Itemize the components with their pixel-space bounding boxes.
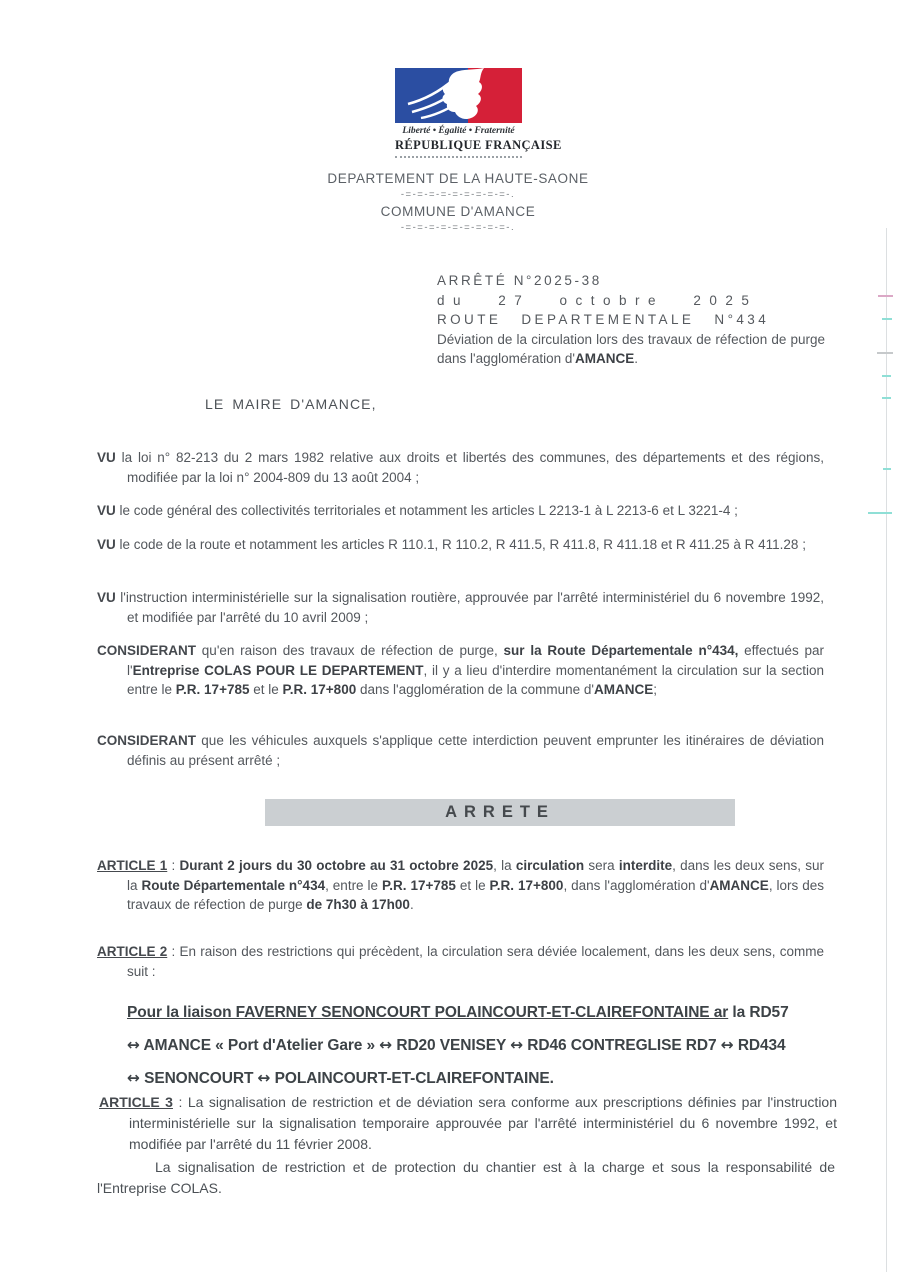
article-2-paragraph: ARTICLE 2 : En raison des restrictions qui précèdent, la circulation sera déviée localement, dans les deux sens, comme suit : [97, 944, 824, 979]
considerant-paragraph: CONSIDERANT que les véhicules auxquels s'applique cette interdiction peuvent emprunter les itinéraires de déviation définis au présent arrêté ; [97, 733, 824, 768]
deviation-route-line: ↔ AMANCE « Port d'Atelier Gare » ↔ RD20 VENISEY ↔ RD46 CONTREGLISE RD7 ↔ RD434 [127, 1036, 786, 1054]
logo-motto: Liberté • Égalité • Fraternité [402, 126, 515, 136]
mayor-line: LE MAIRE D'AMANCE, [205, 396, 377, 412]
vu-paragraph: VU la loi n° 82-213 du 2 mars 1982 relative aux droits et libertés des communes, des départements et des régions, modifiée par la loi n° 2004-809 du 13 août 2004 ; [97, 450, 824, 485]
marianne-flag-icon [395, 68, 522, 123]
commune-title: COMMUNE D'AMANCE [380, 204, 536, 219]
republique-francaise-logo [395, 68, 562, 158]
document-header [58, 171, 858, 234]
double-arrow-icon: ↔ [127, 1069, 140, 1087]
separator-line: -=-=-=-=-=-=-=-=-=-. [400, 189, 516, 200]
double-arrow-icon: ↔ [720, 1036, 734, 1054]
vu-paragraph: VU le code général des collectivités territoriales et notamment les articles L 2213-1 à L 2213-6 et L 3221-4 ; [97, 503, 738, 518]
logo-republic-name: RÉPUBLIQUE FRANÇAISE [395, 138, 522, 158]
vu-paragraph: VU l'instruction interministérielle sur la signalisation routière, approuvée par l'arrêté interministériel du 6 novembre 1992, et modifiée par l'arrêté du 10 avril 2009 ; [97, 590, 824, 625]
article-3-paragraph: ARTICLE 3 : La signalisation de restriction et de déviation sera conforme aux prescriptions définies par l'instruction interministérielle sur la signalisation temporaire approuvée par l'arrêté interministériel du 6 novembre 1992, et modifiée par l'arrêté du 11 février 2008. [99, 1094, 837, 1152]
article-1-paragraph: ARTICLE 1 : Durant 2 jours du 30 octobre au 31 octobre 2025, la circulation sera interdite, dans les deux sens, sur la Route Départementale n°434, entre le P.R. 17+785 et le P.R. 17+800, dans l'agglomération d'AMANCE, lors des travaux de réfection de purge de 7h30 à 17h00. [97, 858, 824, 912]
decree-subject: Déviation de la circulation lors des travaux de réfection de purge dans l'agglomération d'AMANCE. [437, 331, 825, 366]
double-arrow-icon: ↔ [127, 1036, 140, 1054]
considerant-paragraph: CONSIDERANT qu'en raison des travaux de réfection de purge, sur la Route Départementale n°434, effectués par l'Entreprise COLAS POUR LE DEPARTEMENT, il y a lieu d'interdire momentanément la circulation sur la section entre le P.R. 17+785 et le P.R. 17+800 dans l'agglomération de la commune d'AMANCE; [97, 643, 824, 697]
deviation-route-line: ↔ SENONCOURT ↔ POLAINCOURT-ET-CLAIREFONTAINE. [127, 1069, 554, 1087]
deviation-route-block [127, 997, 837, 1095]
double-arrow-icon: ↔ [379, 1036, 393, 1054]
closing-paragraph: La signalisation de restriction et de protection du chantier est à la charge et sous la responsabilité de l'Entreprise COLAS. [97, 1159, 835, 1196]
scan-tick-mark [868, 512, 892, 514]
scan-tick-mark [877, 352, 893, 354]
decree-number: ARRÊTÉ N°2025-38 [437, 273, 602, 288]
scan-tick-mark [883, 468, 891, 470]
decree-heading [437, 271, 825, 369]
scan-edge-line [886, 228, 887, 1272]
department-title: DEPARTEMENT DE LA HAUTE-SAONE [327, 171, 589, 186]
double-arrow-icon: ↔ [257, 1069, 271, 1087]
double-arrow-icon: ↔ [510, 1036, 524, 1054]
separator-line: -=-=-=-=-=-=-=-=-=-. [400, 222, 516, 233]
arrete-banner [265, 799, 735, 826]
vu-paragraph: VU le code de la route et notamment les articles R 110.1, R 110.2, R 411.5, R 411.8, R 411.18 et R 411.25 à R 411.28 ; [97, 537, 806, 552]
decree-road: ROUTE DEPARTEMENTALE N°434 [437, 312, 770, 327]
scan-tick-mark [882, 318, 892, 320]
arrete-banner-label: ARRETE [445, 803, 555, 821]
decree-date: du 27 octobre 2025 [437, 292, 758, 308]
deviation-route-line: Pour la liaison FAVERNEY SENONCOURT POLAINCOURT-ET-CLAIREFONTAINE ar la RD57 [127, 1004, 789, 1021]
scan-tick-mark [882, 375, 891, 377]
scan-tick-mark [882, 397, 891, 399]
scan-tick-mark [878, 295, 893, 297]
